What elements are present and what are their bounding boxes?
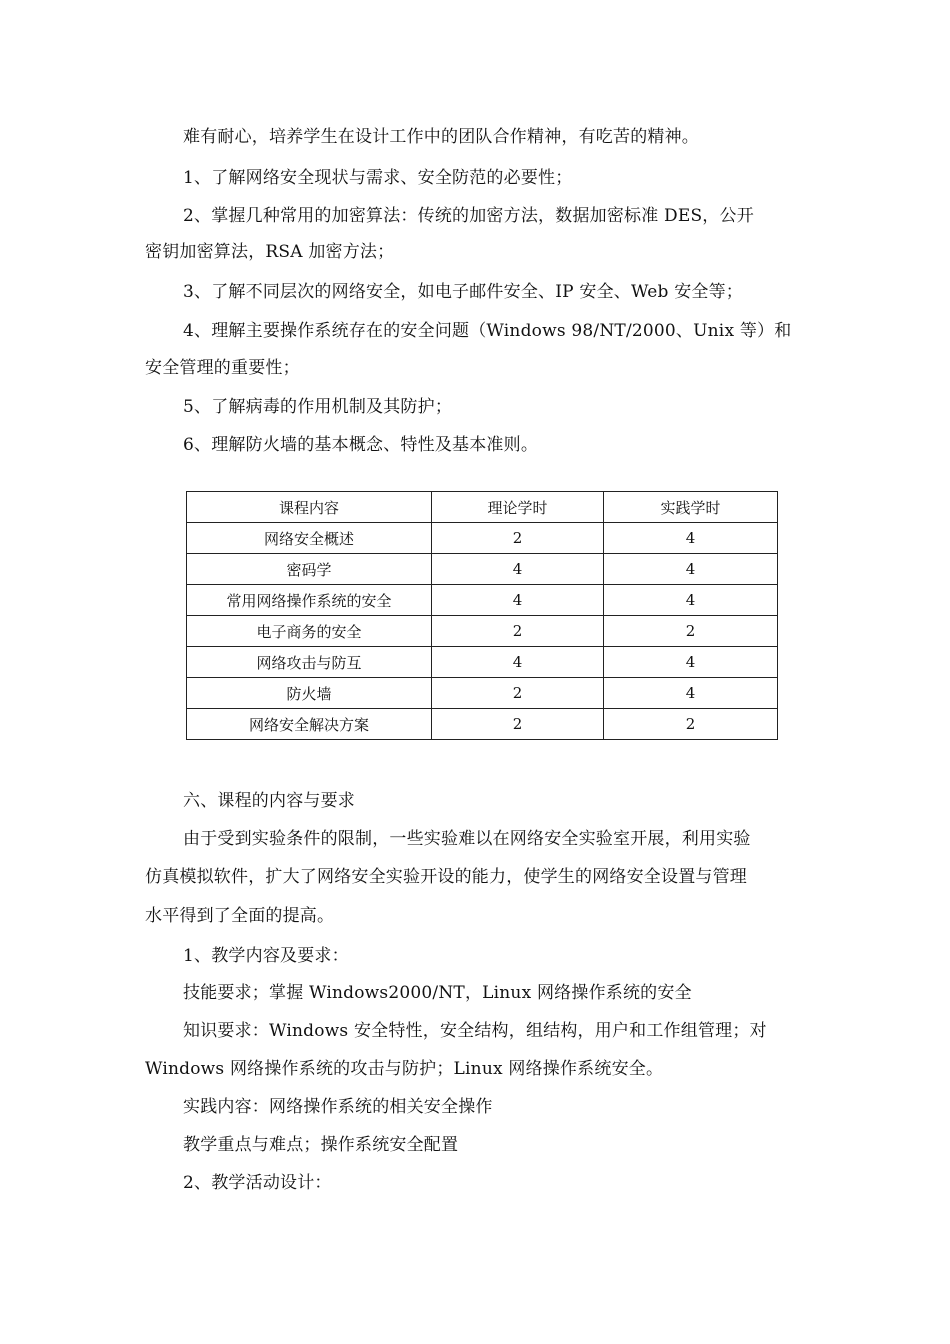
table-header-row (187, 492, 778, 523)
paragraph-line: 难有耐心，培养学生在设计工作中的团队合作精神，有吃苦的精神。 (183, 127, 699, 147)
objective-4: 4、理解主要操作系统存在的安全问题（Windows 98/NT/2000、Unix 等）和 (183, 321, 792, 341)
table-row (187, 616, 778, 647)
table-row (187, 554, 778, 585)
cell-practice: 2 (604, 709, 778, 740)
cell-theory: 2 (432, 709, 604, 740)
course-hours-table (186, 491, 778, 740)
subsection-heading-1: 1、教学内容及要求： (183, 946, 349, 966)
cell-course: 常用网络操作系统的安全 (187, 585, 432, 616)
cell-course: 网络攻击与防互 (187, 647, 432, 678)
objective-5: 5、了解病毒的作用机制及其防护； (183, 397, 453, 417)
knowledge-requirements-cont: Windows 网络操作系统的攻击与防护；Linux 网络操作系统安全。 (145, 1059, 664, 1079)
cell-course: 密码学 (187, 554, 432, 585)
table-row (187, 678, 778, 709)
objective-3: 3、了解不同层次的网络安全，如电子邮件安全、IP 安全、Web 安全等； (183, 282, 744, 302)
cell-theory: 4 (432, 647, 604, 678)
objective-4-cont: 安全管理的重要性； (145, 358, 300, 378)
cell-course: 防火墙 (187, 678, 432, 709)
cell-practice: 2 (604, 616, 778, 647)
header-theory-hours: 理论学时 (432, 492, 604, 523)
paragraph-line: 仿真模拟软件，扩大了网络安全实验开设的能力，使学生的网络安全设置与管理 (145, 867, 747, 887)
cell-theory: 2 (432, 678, 604, 709)
objective-1: 1、了解网络安全现状与需求、安全防范的必要性； (183, 168, 573, 188)
cell-theory: 2 (432, 616, 604, 647)
cell-theory: 2 (432, 523, 604, 554)
practice-content: 实践内容：网络操作系统的相关安全操作 (183, 1097, 493, 1117)
cell-practice: 4 (604, 585, 778, 616)
cell-course: 网络安全解决方案 (187, 709, 432, 740)
cell-course: 网络安全概述 (187, 523, 432, 554)
header-course-content: 课程内容 (187, 492, 432, 523)
subsection-heading-2: 2、教学活动设计： (183, 1173, 332, 1193)
cell-theory: 4 (432, 554, 604, 585)
cell-practice: 4 (604, 523, 778, 554)
cell-course: 电子商务的安全 (187, 616, 432, 647)
objective-2-cont: 密钥加密算法，RSA 加密方法； (145, 242, 395, 262)
knowledge-requirements: 知识要求：Windows 安全特性，安全结构，组结构，用户和工作组管理；对 (183, 1021, 767, 1041)
table-row (187, 709, 778, 740)
cell-practice: 4 (604, 647, 778, 678)
key-points: 教学重点与难点；操作系统安全配置 (183, 1135, 459, 1155)
table-row (187, 647, 778, 678)
table-row (187, 523, 778, 554)
cell-practice: 4 (604, 678, 778, 709)
cell-theory: 4 (432, 585, 604, 616)
paragraph-line: 由于受到实验条件的限制，一些实验难以在网络安全实验室开展，利用实验 (183, 829, 751, 849)
objective-2: 2、掌握几种常用的加密算法：传统的加密方法，数据加密标准 DES，公开 (183, 206, 754, 226)
section-heading: 六、课程的内容与要求 (183, 791, 355, 811)
objective-6: 6、理解防火墙的基本概念、特性及基本准则。 (183, 435, 539, 455)
paragraph-line: 水平得到了全面的提高。 (145, 906, 335, 926)
skill-requirements: 技能要求；掌握 Windows2000/NT，Linux 网络操作系统的安全 (183, 983, 692, 1003)
table-row (187, 585, 778, 616)
cell-practice: 4 (604, 554, 778, 585)
header-practice-hours: 实践学时 (604, 492, 778, 523)
